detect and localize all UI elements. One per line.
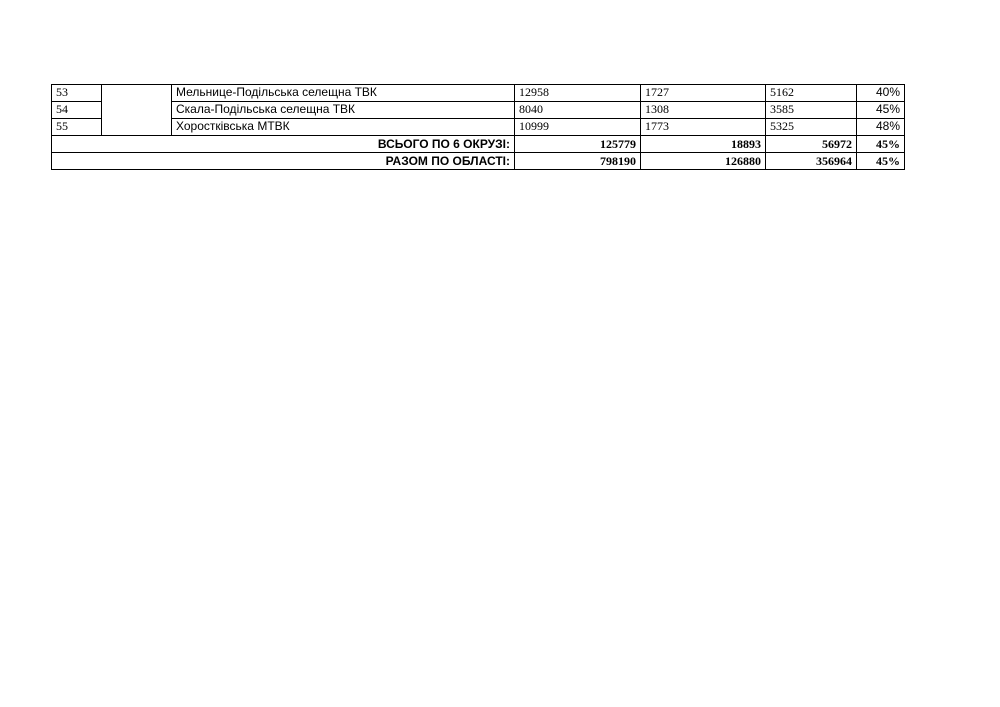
- total-label: РАЗОМ ПО ОБЛАСТІ:: [52, 153, 515, 170]
- commission-name: Мельнице-Подільська селещна ТВК: [172, 85, 515, 102]
- district-total-row: [52, 136, 905, 153]
- value-cell: 5325: [766, 119, 857, 136]
- district-group-cell: [102, 85, 172, 136]
- total-value: 356964: [766, 153, 857, 170]
- commission-name: Скала-Подільська селещна ТВК: [172, 102, 515, 119]
- value-cell: 1308: [641, 102, 766, 119]
- table-row: [52, 119, 905, 136]
- row-number: 53: [52, 85, 102, 102]
- value-cell: 1773: [641, 119, 766, 136]
- value-cell: 3585: [766, 102, 857, 119]
- value-cell: 10999: [515, 119, 641, 136]
- total-value: 56972: [766, 136, 857, 153]
- total-value: 798190: [515, 153, 641, 170]
- table-row: [52, 102, 905, 119]
- percent-cell: 48%: [857, 119, 905, 136]
- total-percent: 45%: [857, 136, 905, 153]
- percent-cell: 40%: [857, 85, 905, 102]
- value-cell: 12958: [515, 85, 641, 102]
- total-value: 125779: [515, 136, 641, 153]
- row-number: 54: [52, 102, 102, 119]
- percent-cell: 45%: [857, 102, 905, 119]
- total-value: 126880: [641, 153, 766, 170]
- commission-name: Хоростківська МТВК: [172, 119, 515, 136]
- total-label: ВСЬОГО ПО 6 ОКРУЗІ:: [52, 136, 515, 153]
- results-table: [51, 84, 905, 170]
- total-percent: 45%: [857, 153, 905, 170]
- value-cell: 5162: [766, 85, 857, 102]
- total-value: 18893: [641, 136, 766, 153]
- table-row: [52, 85, 905, 102]
- row-number: 55: [52, 119, 102, 136]
- value-cell: 8040: [515, 102, 641, 119]
- region-total-row: [52, 153, 905, 170]
- value-cell: 1727: [641, 85, 766, 102]
